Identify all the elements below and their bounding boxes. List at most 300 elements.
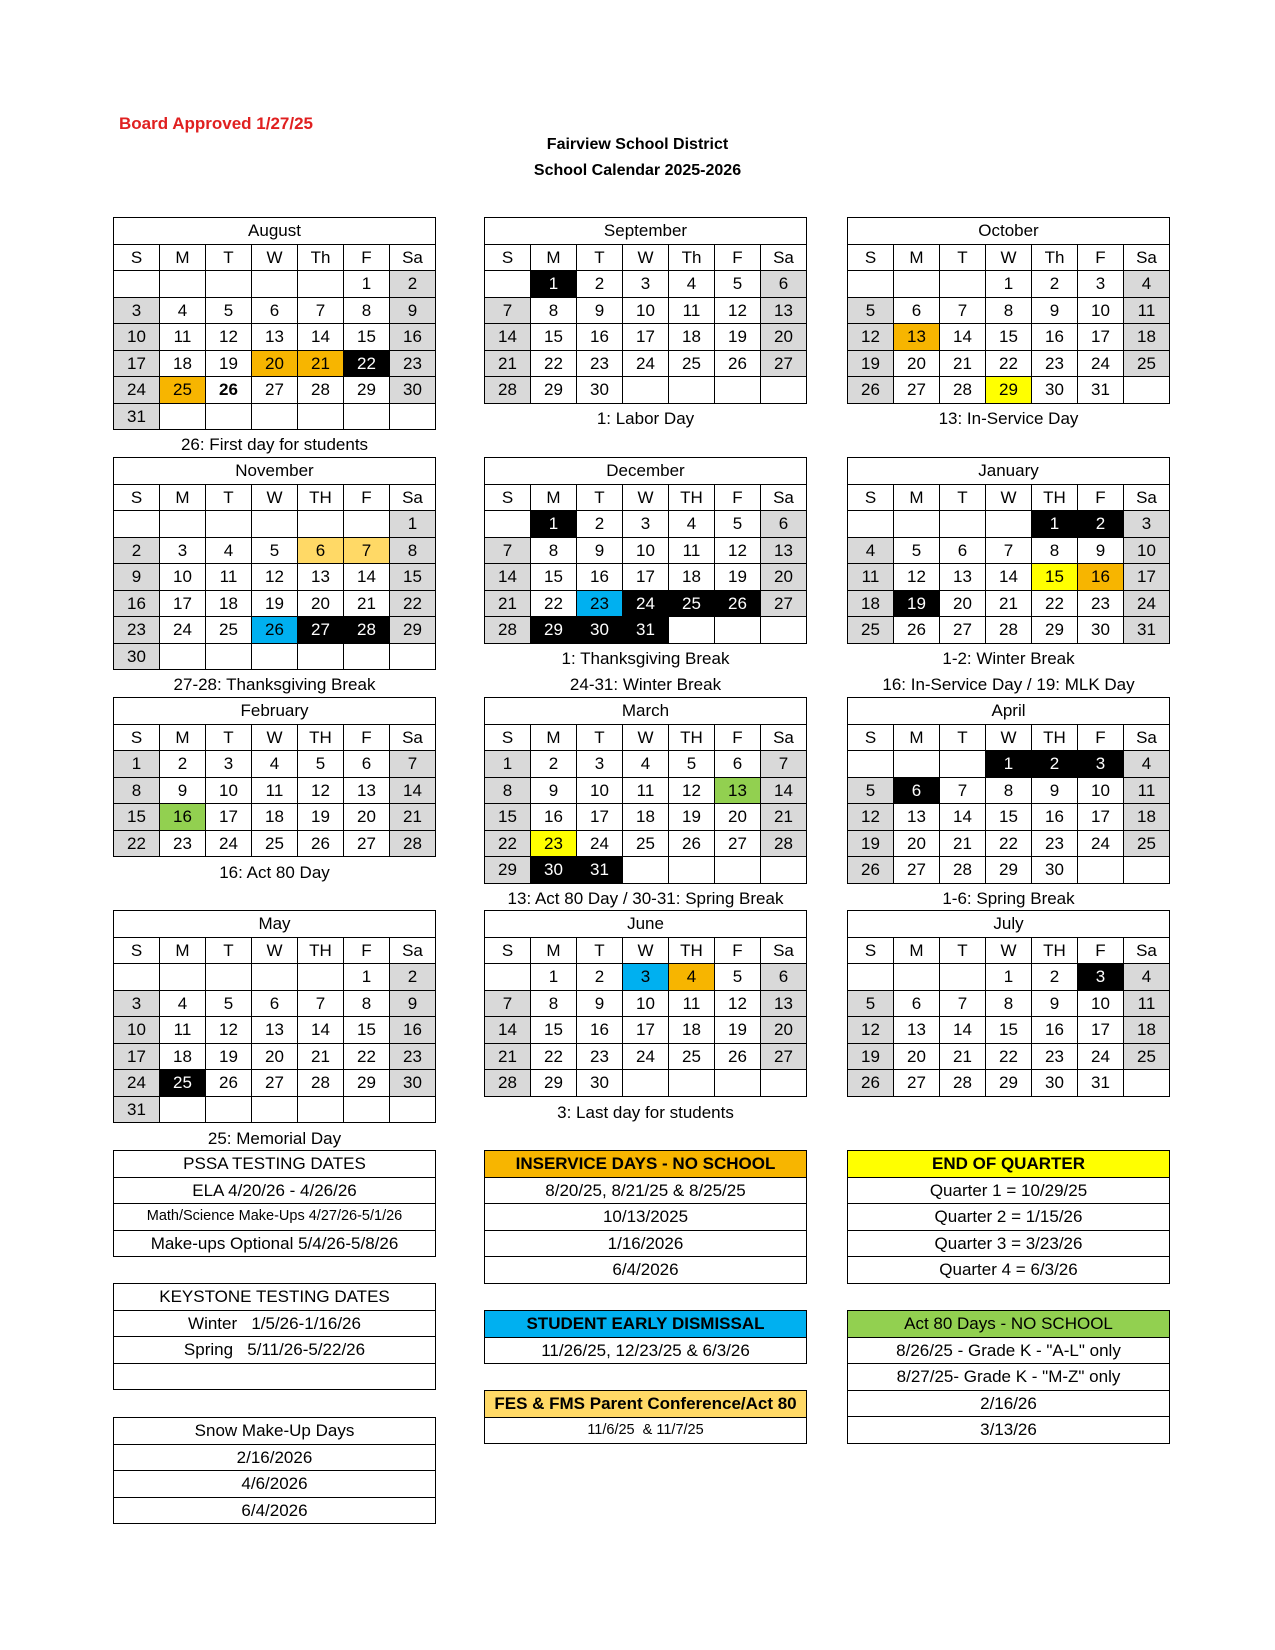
weekday-header: T bbox=[206, 244, 252, 271]
empty-day-cell bbox=[1124, 377, 1170, 404]
district-title: Fairview School District bbox=[546, 136, 729, 153]
empty-day-cell bbox=[252, 1096, 298, 1123]
pssa-row: Math/Science Make-Ups 4/27/26-5/1/26 bbox=[114, 1204, 436, 1231]
empty-day-cell bbox=[344, 1096, 390, 1123]
caption-february: 16: Act 80 Day bbox=[219, 863, 330, 882]
early-dismissal-row: 11/26/25, 12/23/25 & 6/3/26 bbox=[485, 1337, 807, 1364]
day-cell: 22 bbox=[531, 1043, 577, 1070]
day-cell: 5 bbox=[252, 537, 298, 564]
weekday-header: TH bbox=[298, 724, 344, 751]
day-cell: 20 bbox=[761, 1017, 807, 1044]
day-cell: 5 bbox=[206, 990, 252, 1017]
weekday-header: Sa bbox=[390, 484, 436, 511]
day-cell: 23 bbox=[577, 590, 623, 617]
month-name: February bbox=[114, 698, 436, 725]
day-cell: 8 bbox=[1032, 537, 1078, 564]
day-cell: 19 bbox=[206, 350, 252, 377]
caption-january: 1-2: Winter Break bbox=[942, 649, 1075, 668]
day-cell: 15 bbox=[1032, 564, 1078, 591]
day-cell: 7 bbox=[940, 297, 986, 324]
day-cell: 4 bbox=[1124, 271, 1170, 298]
day-cell: 15 bbox=[344, 1017, 390, 1044]
day-cell: 31 bbox=[623, 617, 669, 644]
day-cell: 8 bbox=[344, 297, 390, 324]
day-cell: 19 bbox=[715, 564, 761, 591]
day-cell: 3 bbox=[114, 297, 160, 324]
day-cell: 22 bbox=[344, 1043, 390, 1070]
empty-day-cell bbox=[485, 271, 531, 298]
day-cell: 25 bbox=[1124, 830, 1170, 857]
day-cell: 19 bbox=[252, 590, 298, 617]
weekday-header: F bbox=[344, 937, 390, 964]
day-cell: 1 bbox=[390, 511, 436, 538]
day-cell: 19 bbox=[669, 804, 715, 831]
day-cell: 13 bbox=[894, 804, 940, 831]
empty-day-cell bbox=[485, 511, 531, 538]
day-cell: 20 bbox=[761, 564, 807, 591]
day-cell: 27 bbox=[298, 617, 344, 644]
day-cell: 24 bbox=[577, 830, 623, 857]
weekday-header: M bbox=[894, 484, 940, 511]
day-cell: 31 bbox=[114, 1096, 160, 1123]
weekday-header: Sa bbox=[761, 937, 807, 964]
calendar-title: School Calendar 2025-2026 bbox=[533, 162, 742, 179]
day-cell: 4 bbox=[669, 964, 715, 991]
weekday-header: F bbox=[344, 244, 390, 271]
weekday-header: Sa bbox=[390, 724, 436, 751]
day-cell: 11 bbox=[206, 564, 252, 591]
day-cell: 25 bbox=[848, 617, 894, 644]
day-cell: 25 bbox=[669, 1043, 715, 1070]
month-name: July bbox=[848, 911, 1170, 938]
day-cell: 10 bbox=[623, 990, 669, 1017]
day-cell: 19 bbox=[848, 350, 894, 377]
day-cell: 14 bbox=[485, 564, 531, 591]
inservice-row: 6/4/2026 bbox=[485, 1257, 807, 1284]
weekday-header: TH bbox=[669, 937, 715, 964]
day-cell: 12 bbox=[669, 777, 715, 804]
empty-day-cell bbox=[894, 511, 940, 538]
day-cell: 29 bbox=[986, 1070, 1032, 1097]
day-cell: 10 bbox=[577, 777, 623, 804]
empty-day-cell bbox=[160, 403, 206, 430]
empty-day-cell bbox=[715, 617, 761, 644]
weekday-header: F bbox=[715, 244, 761, 271]
day-cell: 28 bbox=[761, 830, 807, 857]
weekday-header: T bbox=[577, 484, 623, 511]
day-cell: 18 bbox=[623, 804, 669, 831]
day-cell: 15 bbox=[344, 324, 390, 351]
day-cell: 30 bbox=[1032, 377, 1078, 404]
end-of-quarter-table bbox=[847, 1150, 1170, 1284]
end-quarter-row: Quarter 3 = 3/23/26 bbox=[848, 1230, 1170, 1257]
early-dismissal-table bbox=[484, 1310, 807, 1364]
day-cell: 28 bbox=[298, 377, 344, 404]
empty-day-cell bbox=[206, 271, 252, 298]
day-cell: 8 bbox=[986, 297, 1032, 324]
day-cell: 1 bbox=[485, 751, 531, 778]
day-cell: 10 bbox=[1078, 297, 1124, 324]
day-cell: 29 bbox=[344, 1070, 390, 1097]
month-calendar-february bbox=[113, 697, 436, 857]
day-cell: 9 bbox=[1032, 777, 1078, 804]
weekday-header: W bbox=[986, 937, 1032, 964]
caption-april: 1-6: Spring Break bbox=[942, 889, 1075, 908]
weekday-header: W bbox=[623, 724, 669, 751]
snow-row: 6/4/2026 bbox=[114, 1497, 436, 1524]
day-cell: 9 bbox=[577, 297, 623, 324]
weekday-header: S bbox=[848, 724, 894, 751]
empty-day-cell bbox=[206, 1096, 252, 1123]
weekday-header: Th bbox=[669, 244, 715, 271]
day-cell: 9 bbox=[577, 537, 623, 564]
empty-day-cell bbox=[160, 271, 206, 298]
end-quarter-row: Quarter 1 = 10/29/25 bbox=[848, 1177, 1170, 1204]
day-cell: 29 bbox=[344, 377, 390, 404]
caption-december: 1: Thanksgiving Break bbox=[561, 649, 730, 668]
weekday-header: W bbox=[252, 484, 298, 511]
day-cell: 5 bbox=[715, 271, 761, 298]
day-cell: 13 bbox=[344, 777, 390, 804]
day-cell: 27 bbox=[761, 350, 807, 377]
day-cell: 30 bbox=[577, 617, 623, 644]
empty-day-cell bbox=[160, 964, 206, 991]
day-cell: 4 bbox=[160, 990, 206, 1017]
day-cell: 28 bbox=[344, 617, 390, 644]
day-cell: 4 bbox=[669, 271, 715, 298]
weekday-header: TH bbox=[298, 937, 344, 964]
day-cell: 30 bbox=[1032, 1070, 1078, 1097]
day-cell: 22 bbox=[531, 350, 577, 377]
day-cell: 22 bbox=[986, 350, 1032, 377]
snow-title: Snow Make-Up Days bbox=[114, 1418, 436, 1445]
day-cell: 16 bbox=[390, 1017, 436, 1044]
day-cell: 1 bbox=[986, 751, 1032, 778]
day-cell: 13 bbox=[894, 324, 940, 351]
act80-days-table bbox=[847, 1310, 1170, 1444]
keystone-testing-table bbox=[113, 1283, 436, 1390]
day-cell: 23 bbox=[160, 830, 206, 857]
day-cell: 20 bbox=[252, 350, 298, 377]
day-cell: 30 bbox=[390, 377, 436, 404]
day-cell: 19 bbox=[715, 324, 761, 351]
day-cell: 27 bbox=[715, 830, 761, 857]
day-cell: 5 bbox=[848, 777, 894, 804]
day-cell: 27 bbox=[894, 857, 940, 884]
weekday-header: Sa bbox=[761, 724, 807, 751]
day-cell: 2 bbox=[160, 751, 206, 778]
day-cell: 6 bbox=[761, 271, 807, 298]
day-cell: 5 bbox=[848, 297, 894, 324]
day-cell: 26 bbox=[715, 1043, 761, 1070]
caption-august: 26: First day for students bbox=[180, 435, 369, 454]
day-cell: 22 bbox=[390, 590, 436, 617]
weekday-header: T bbox=[577, 724, 623, 751]
day-cell: 5 bbox=[848, 990, 894, 1017]
weekday-header: F bbox=[715, 937, 761, 964]
day-cell: 24 bbox=[1124, 590, 1170, 617]
act80-row: 2/16/26 bbox=[848, 1390, 1170, 1417]
empty-day-cell bbox=[715, 857, 761, 884]
weekday-header: M bbox=[160, 484, 206, 511]
weekday-header: S bbox=[485, 484, 531, 511]
day-cell: 21 bbox=[986, 590, 1032, 617]
caption-january-2: 16: In-Service Day / 19: MLK Day bbox=[882, 675, 1135, 694]
inservice-row: 1/16/2026 bbox=[485, 1230, 807, 1257]
empty-day-cell bbox=[848, 751, 894, 778]
day-cell: 23 bbox=[1032, 1043, 1078, 1070]
weekday-header: T bbox=[940, 724, 986, 751]
day-cell: 14 bbox=[298, 324, 344, 351]
day-cell: 18 bbox=[669, 1017, 715, 1044]
empty-day-cell bbox=[485, 964, 531, 991]
day-cell: 26 bbox=[669, 830, 715, 857]
weekday-header: T bbox=[206, 484, 252, 511]
empty-day-cell bbox=[1124, 857, 1170, 884]
empty-day-cell bbox=[940, 271, 986, 298]
day-cell: 3 bbox=[206, 751, 252, 778]
weekday-header: T bbox=[940, 484, 986, 511]
day-cell: 24 bbox=[114, 377, 160, 404]
day-cell: 11 bbox=[669, 537, 715, 564]
day-cell: 21 bbox=[485, 590, 531, 617]
day-cell: 7 bbox=[485, 537, 531, 564]
day-cell: 24 bbox=[1078, 1043, 1124, 1070]
weekday-header: T bbox=[206, 724, 252, 751]
day-cell: 12 bbox=[848, 1017, 894, 1044]
day-cell: 8 bbox=[485, 777, 531, 804]
weekday-header: F bbox=[715, 484, 761, 511]
inservice-title: INSERVICE DAYS - NO SCHOOL bbox=[485, 1151, 807, 1178]
day-cell: 5 bbox=[715, 964, 761, 991]
day-cell: 23 bbox=[1078, 590, 1124, 617]
weekday-header: S bbox=[485, 724, 531, 751]
weekday-header: Sa bbox=[1124, 724, 1170, 751]
day-cell: 1 bbox=[531, 964, 577, 991]
day-cell: 24 bbox=[160, 617, 206, 644]
empty-day-cell bbox=[623, 1070, 669, 1097]
caption-march: 13: Act 80 Day / 30-31: Spring Break bbox=[507, 889, 784, 908]
day-cell: 28 bbox=[485, 1070, 531, 1097]
day-cell: 24 bbox=[206, 830, 252, 857]
day-cell: 20 bbox=[894, 830, 940, 857]
day-cell: 21 bbox=[940, 1043, 986, 1070]
day-cell: 29 bbox=[485, 857, 531, 884]
day-cell: 9 bbox=[390, 297, 436, 324]
day-cell: 29 bbox=[986, 377, 1032, 404]
day-cell: 12 bbox=[715, 537, 761, 564]
day-cell: 8 bbox=[986, 990, 1032, 1017]
day-cell: 7 bbox=[940, 777, 986, 804]
empty-day-cell bbox=[206, 643, 252, 670]
day-cell: 3 bbox=[577, 751, 623, 778]
weekday-header: W bbox=[252, 724, 298, 751]
month-name: March bbox=[485, 698, 807, 725]
day-cell: 26 bbox=[206, 377, 252, 404]
day-cell: 9 bbox=[114, 564, 160, 591]
empty-day-cell bbox=[298, 964, 344, 991]
day-cell: 3 bbox=[1124, 511, 1170, 538]
day-cell: 3 bbox=[623, 964, 669, 991]
month-calendar-may bbox=[113, 910, 436, 1123]
act80-title: Act 80 Days - NO SCHOOL bbox=[848, 1311, 1170, 1338]
day-cell: 2 bbox=[1078, 511, 1124, 538]
empty-day-cell bbox=[252, 511, 298, 538]
day-cell: 16 bbox=[531, 804, 577, 831]
day-cell: 24 bbox=[1078, 350, 1124, 377]
conference-row: 11/6/25 & 11/7/25 bbox=[485, 1417, 807, 1444]
caption-june: 3: Last day for students bbox=[557, 1103, 734, 1122]
weekday-header: S bbox=[114, 484, 160, 511]
weekday-header: S bbox=[114, 724, 160, 751]
day-cell: 10 bbox=[623, 537, 669, 564]
weekday-header: T bbox=[577, 937, 623, 964]
month-name: June bbox=[485, 911, 807, 938]
day-cell: 17 bbox=[577, 804, 623, 831]
day-cell: 20 bbox=[761, 324, 807, 351]
day-cell: 11 bbox=[1124, 777, 1170, 804]
day-cell: 17 bbox=[206, 804, 252, 831]
day-cell: 1 bbox=[986, 271, 1032, 298]
day-cell: 29 bbox=[531, 1070, 577, 1097]
day-cell: 18 bbox=[206, 590, 252, 617]
day-cell: 20 bbox=[894, 350, 940, 377]
empty-day-cell bbox=[669, 377, 715, 404]
weekday-header: TH bbox=[1032, 937, 1078, 964]
day-cell: 28 bbox=[485, 617, 531, 644]
day-cell: 26 bbox=[894, 617, 940, 644]
end-quarter-row: Quarter 2 = 1/15/26 bbox=[848, 1204, 1170, 1231]
day-cell: 21 bbox=[485, 1043, 531, 1070]
month-calendar-december bbox=[484, 457, 807, 644]
day-cell: 20 bbox=[344, 804, 390, 831]
weekday-header: Sa bbox=[1124, 244, 1170, 271]
day-cell: 7 bbox=[485, 990, 531, 1017]
day-cell: 10 bbox=[1124, 537, 1170, 564]
day-cell: 17 bbox=[114, 1043, 160, 1070]
weekday-header: S bbox=[848, 937, 894, 964]
day-cell: 30 bbox=[577, 1070, 623, 1097]
weekday-header: M bbox=[894, 937, 940, 964]
day-cell: 30 bbox=[577, 377, 623, 404]
day-cell: 17 bbox=[114, 350, 160, 377]
day-cell: 6 bbox=[894, 990, 940, 1017]
day-cell: 20 bbox=[252, 1043, 298, 1070]
empty-day-cell bbox=[160, 643, 206, 670]
day-cell: 6 bbox=[252, 990, 298, 1017]
weekday-header: T bbox=[577, 244, 623, 271]
day-cell: 13 bbox=[715, 777, 761, 804]
day-cell: 21 bbox=[940, 830, 986, 857]
day-cell: 31 bbox=[1124, 617, 1170, 644]
month-calendar-july bbox=[847, 910, 1170, 1097]
weekday-header: M bbox=[160, 244, 206, 271]
day-cell: 18 bbox=[1124, 324, 1170, 351]
weekday-header: TH bbox=[669, 724, 715, 751]
day-cell: 10 bbox=[1078, 990, 1124, 1017]
weekday-header: F bbox=[344, 724, 390, 751]
empty-day-cell bbox=[344, 643, 390, 670]
day-cell: 3 bbox=[114, 990, 160, 1017]
caption-november: 27-28: Thanksgiving Break bbox=[173, 675, 376, 694]
day-cell: 19 bbox=[848, 830, 894, 857]
empty-day-cell bbox=[252, 403, 298, 430]
empty-day-cell bbox=[114, 964, 160, 991]
day-cell: 22 bbox=[344, 350, 390, 377]
empty-day-cell bbox=[761, 1070, 807, 1097]
act80-row: 8/27/25- Grade K - "M-Z" only bbox=[848, 1364, 1170, 1391]
day-cell: 8 bbox=[344, 990, 390, 1017]
day-cell: 25 bbox=[1124, 1043, 1170, 1070]
day-cell: 6 bbox=[894, 297, 940, 324]
empty-day-cell bbox=[894, 964, 940, 991]
day-cell: 14 bbox=[940, 804, 986, 831]
weekday-header: Sa bbox=[1124, 937, 1170, 964]
day-cell: 7 bbox=[298, 990, 344, 1017]
day-cell: 11 bbox=[1124, 990, 1170, 1017]
day-cell: 8 bbox=[531, 297, 577, 324]
day-cell: 7 bbox=[344, 537, 390, 564]
day-cell: 31 bbox=[1078, 1070, 1124, 1097]
end-quarter-row: Quarter 4 = 6/3/26 bbox=[848, 1257, 1170, 1284]
day-cell: 16 bbox=[390, 324, 436, 351]
day-cell: 13 bbox=[940, 564, 986, 591]
empty-day-cell bbox=[761, 377, 807, 404]
empty-day-cell bbox=[252, 964, 298, 991]
day-cell: 18 bbox=[669, 564, 715, 591]
empty-day-cell bbox=[669, 617, 715, 644]
day-cell: 20 bbox=[940, 590, 986, 617]
day-cell: 14 bbox=[940, 1017, 986, 1044]
day-cell: 28 bbox=[485, 377, 531, 404]
caption-december-2: 24-31: Winter Break bbox=[569, 675, 722, 694]
empty-day-cell bbox=[669, 857, 715, 884]
early-dismissal-title: STUDENT EARLY DISMISSAL bbox=[485, 1311, 807, 1338]
day-cell: 6 bbox=[761, 511, 807, 538]
day-cell: 24 bbox=[114, 1070, 160, 1097]
day-cell: 25 bbox=[160, 1070, 206, 1097]
day-cell: 10 bbox=[206, 777, 252, 804]
empty-day-cell bbox=[940, 964, 986, 991]
day-cell: 2 bbox=[1032, 751, 1078, 778]
empty-day-cell bbox=[986, 511, 1032, 538]
day-cell: 6 bbox=[715, 751, 761, 778]
weekday-header: M bbox=[531, 244, 577, 271]
weekday-header: S bbox=[485, 937, 531, 964]
day-cell: 24 bbox=[623, 1043, 669, 1070]
day-cell: 8 bbox=[531, 537, 577, 564]
day-cell: 23 bbox=[114, 617, 160, 644]
day-cell: 25 bbox=[252, 830, 298, 857]
month-calendar-september bbox=[484, 217, 807, 404]
caption-october: 13: In-Service Day bbox=[938, 409, 1079, 428]
day-cell: 11 bbox=[623, 777, 669, 804]
month-calendar-november bbox=[113, 457, 436, 670]
end-quarter-title: END OF QUARTER bbox=[848, 1151, 1170, 1178]
day-cell: 13 bbox=[252, 324, 298, 351]
day-cell: 1 bbox=[114, 751, 160, 778]
day-cell: 24 bbox=[1078, 830, 1124, 857]
weekday-header: M bbox=[531, 484, 577, 511]
day-cell: 17 bbox=[1078, 804, 1124, 831]
day-cell: 4 bbox=[1124, 964, 1170, 991]
day-cell: 7 bbox=[390, 751, 436, 778]
day-cell: 21 bbox=[485, 350, 531, 377]
weekday-header: W bbox=[986, 244, 1032, 271]
weekday-header: M bbox=[160, 724, 206, 751]
empty-day-cell bbox=[252, 271, 298, 298]
day-cell: 22 bbox=[1032, 590, 1078, 617]
